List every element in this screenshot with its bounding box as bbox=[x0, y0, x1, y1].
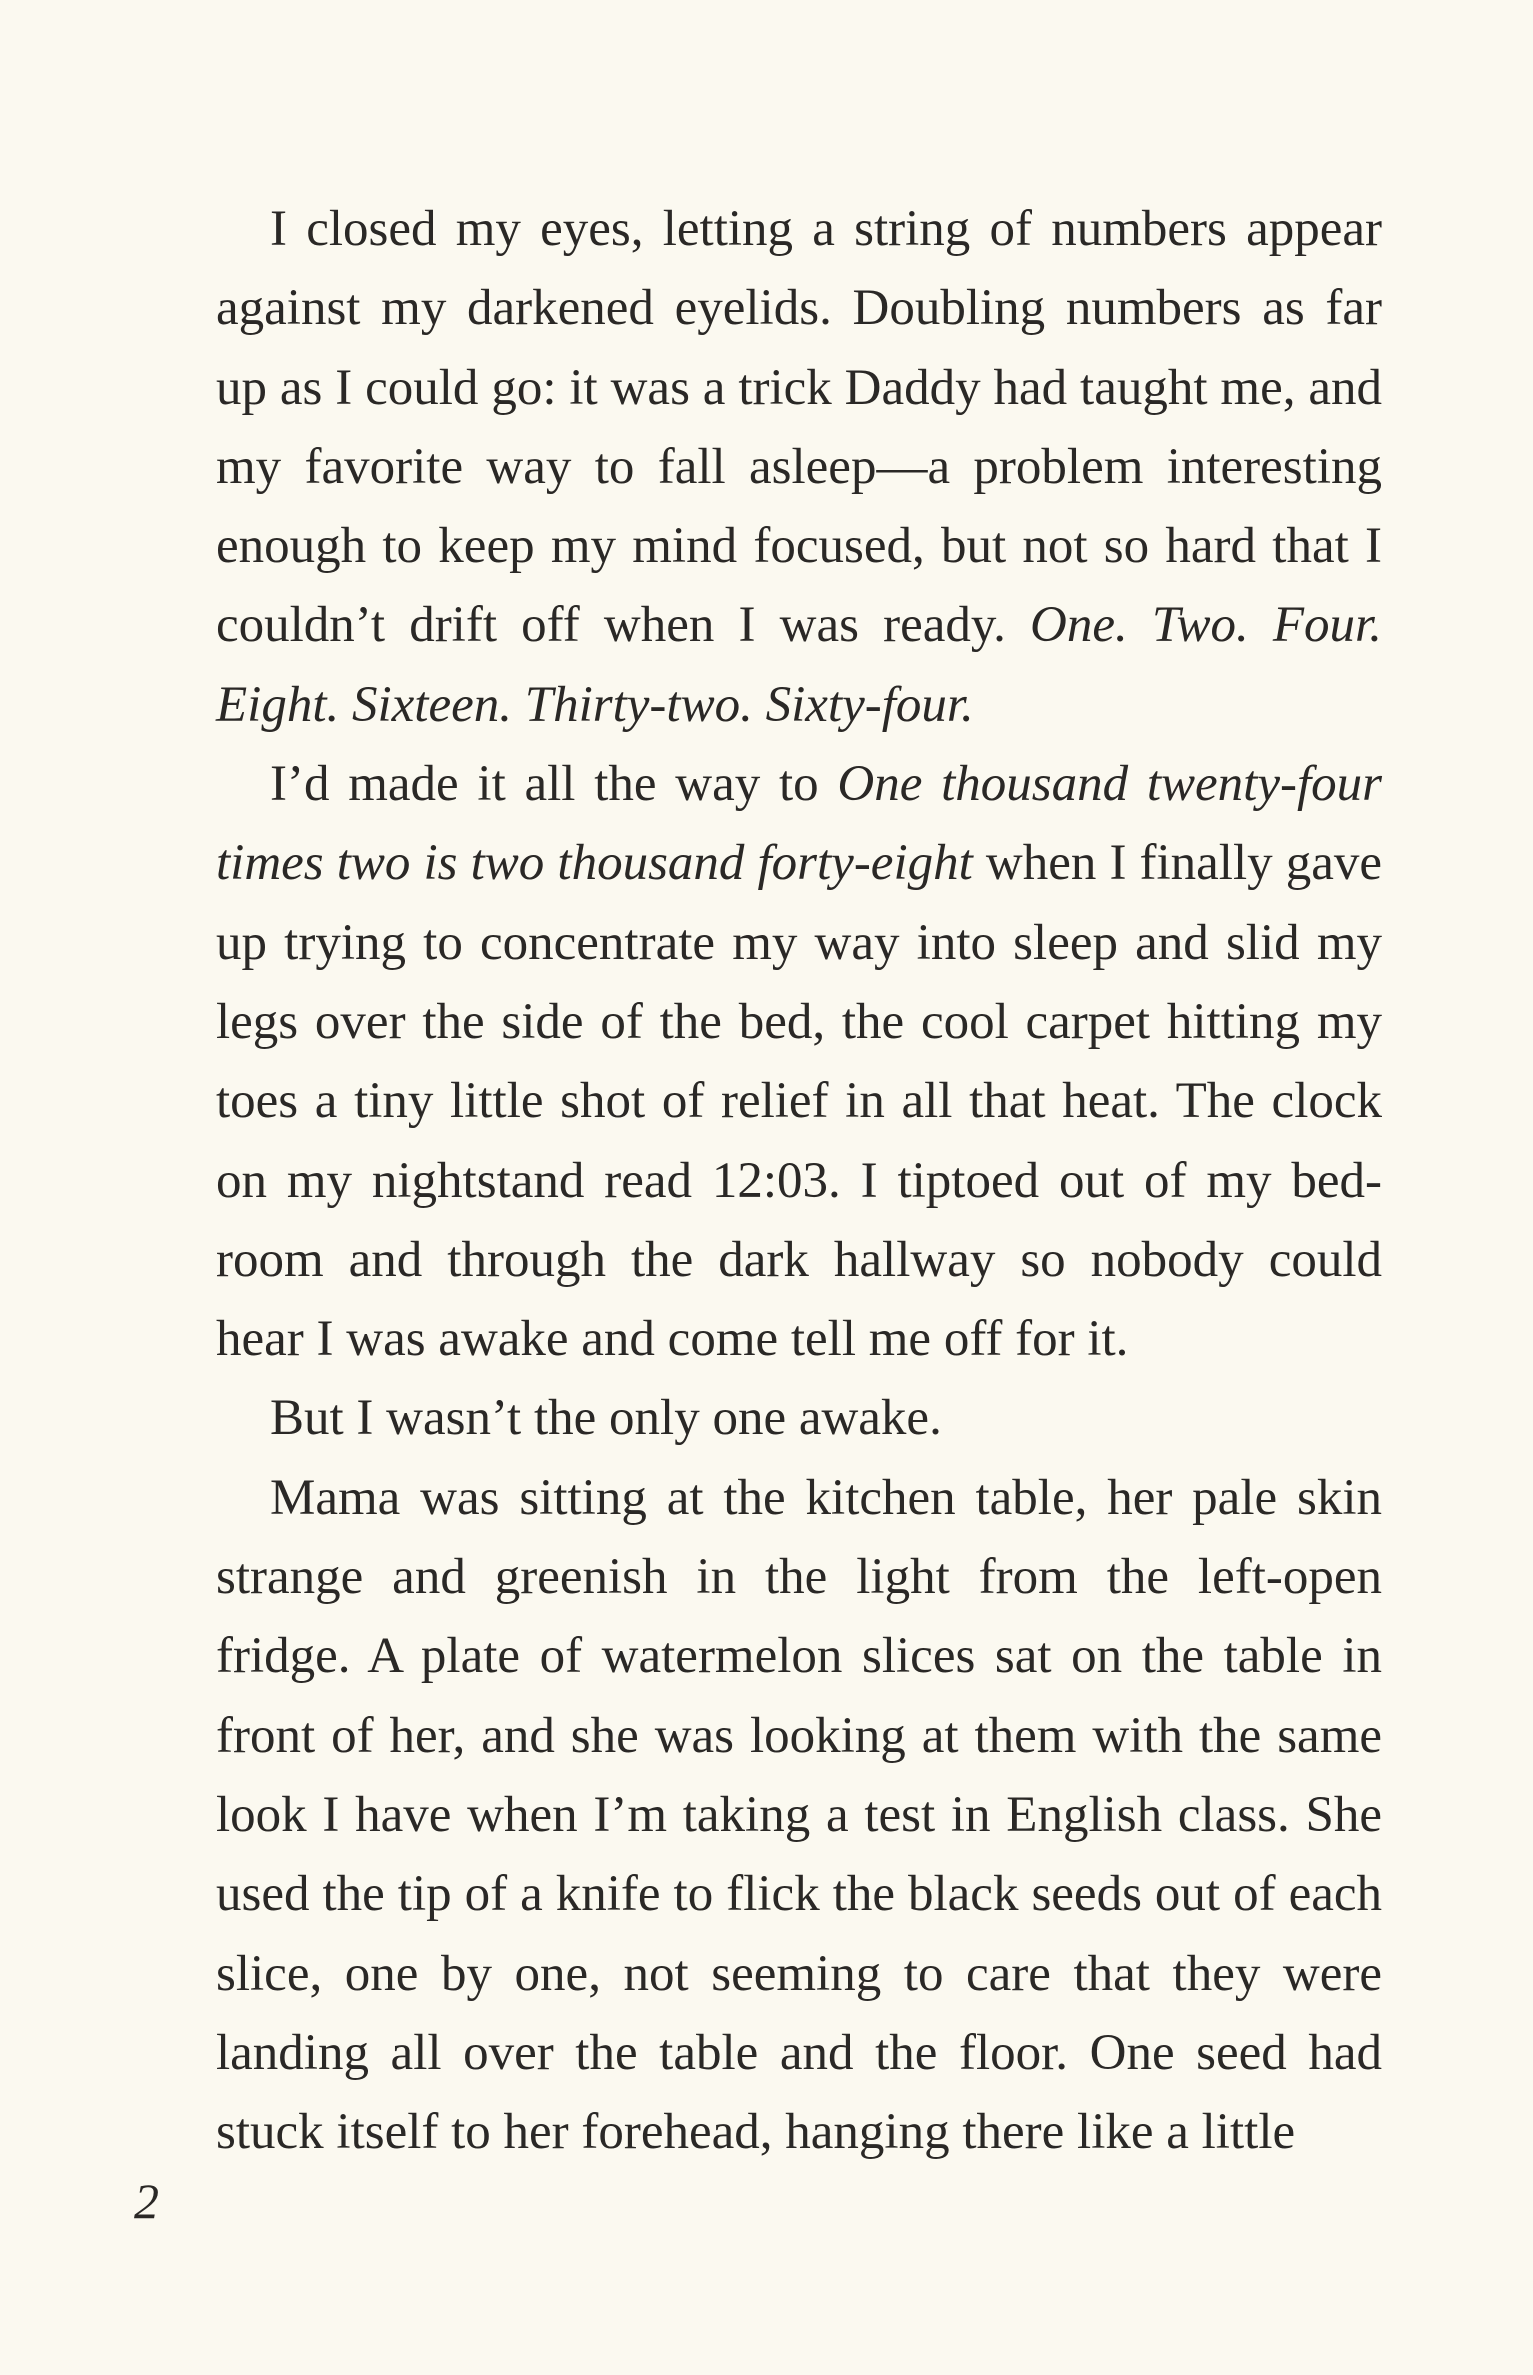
italic-text: One thousand twenty-four times two is two thousand forty-eight bbox=[216, 756, 1382, 892]
paragraph-text: I closed my eyes, letting a string of numbers appear against my darkened eyelids. Doubling numbers as far up as I could go: it was a trick Daddy had taught me, and my favorite way to fall asleep—a problem interesting enough to keep my mind focused, but not so hard that I couldn’t drift off when I was ready. bbox=[216, 201, 1382, 654]
paragraph-text: I’d made it all the way to bbox=[270, 756, 838, 813]
paragraph bbox=[216, 745, 1382, 1379]
paragraph-text: But I wasn’t the only one awake. bbox=[270, 1390, 942, 1447]
body-text bbox=[216, 190, 1382, 2172]
paragraph bbox=[216, 1379, 1382, 1458]
page-number: 2 bbox=[134, 2173, 159, 2229]
paragraph bbox=[216, 190, 1382, 745]
paragraph bbox=[216, 1459, 1382, 2173]
italic-text: One. Two. Four. Eight. Sixteen. Thirty-two. Sixty-four. bbox=[216, 597, 1382, 733]
paragraph-text: when I finally gave up trying to concentrate my way into sleep and slid my legs over the side of the bed, the cool carpet hitting my toes a tiny little shot of relief in all that heat. The clock on my nightstand read 12:03. I tiptoed out of my bedroom and through the dark hallway so nobody could hear I was awake and come tell me off for it. bbox=[216, 835, 1383, 1368]
paragraph-text: Mama was sitting at the kitchen table, her pale skin strange and greenish in the light from the left-open fridge. A plate of watermelon slices sat on the table in front of her, and she was looking at them with the same look I have when I’m taking a test in English class. She used the tip of a knife to flick the black seeds out of each slice, one by one, not seeming to care that they were landing all over the table and the floor. One seed had stuck itself to her forehead, hanging there like a little bbox=[216, 1469, 1382, 2161]
